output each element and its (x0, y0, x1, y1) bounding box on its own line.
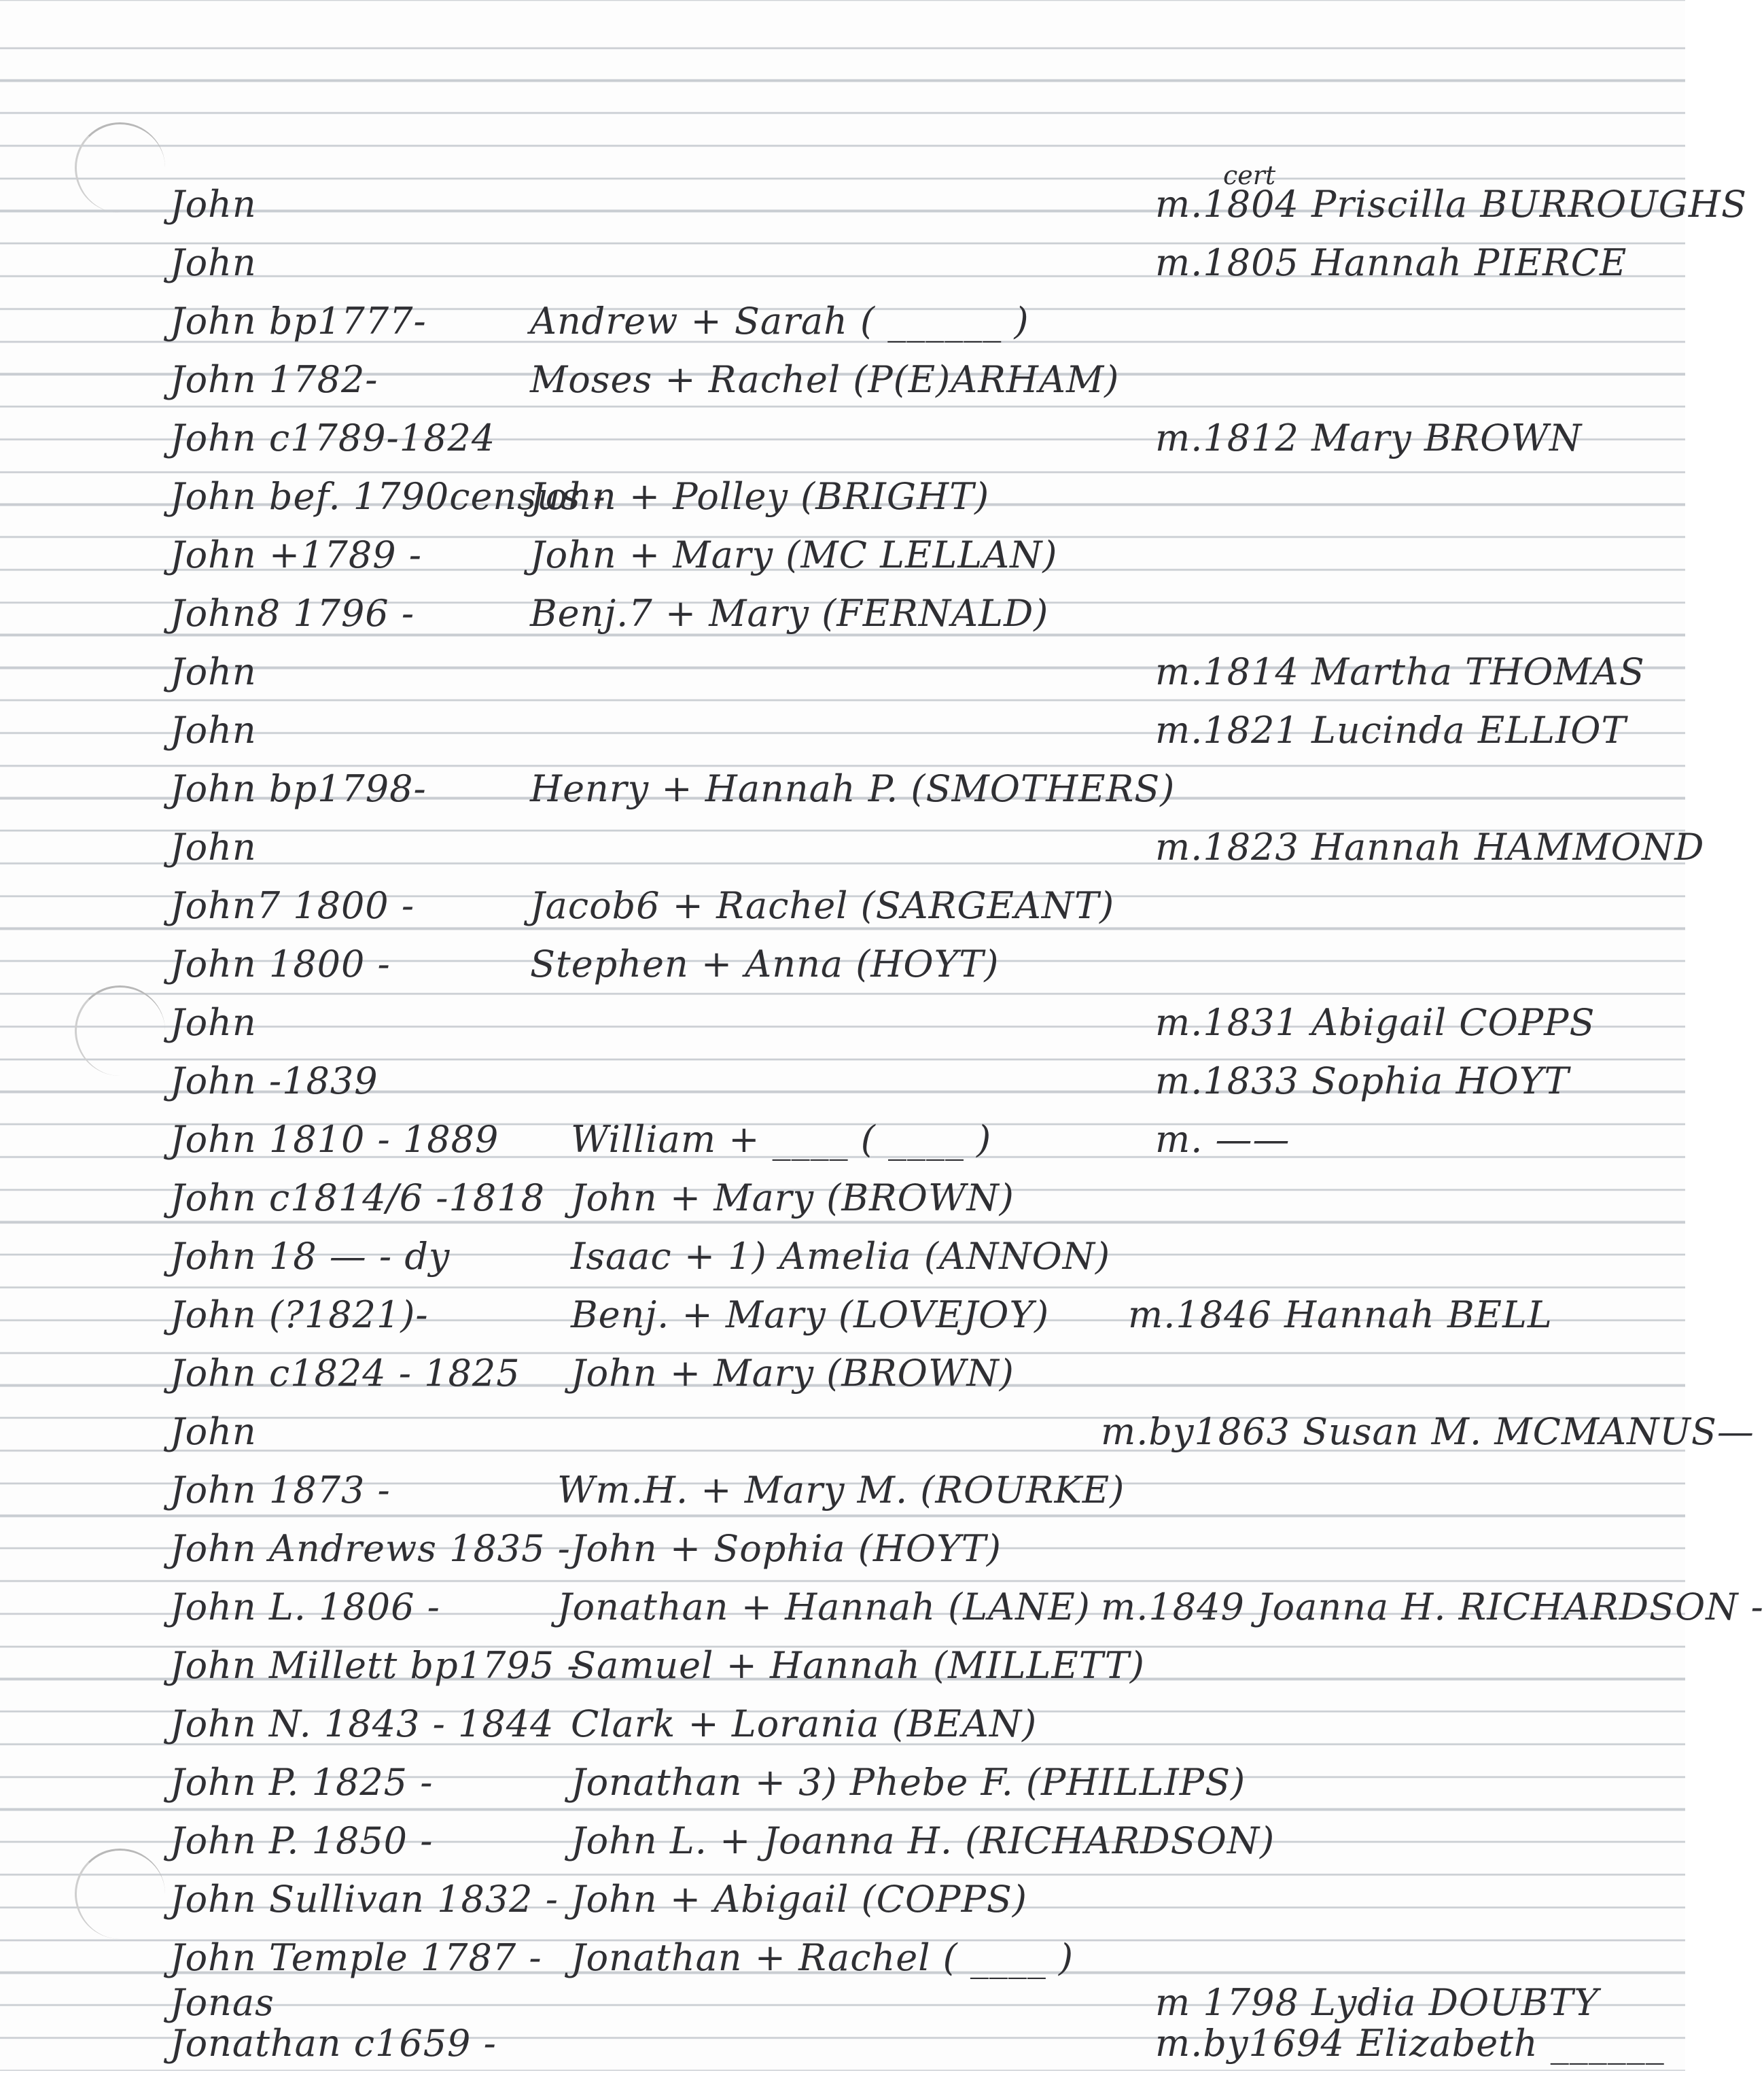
list-item (0, 299, 1685, 359)
list-item (0, 1760, 1685, 1820)
entry-parents: William + ____ ( ____ ) (571, 1118, 992, 1161)
entry-parents: John + Polley (BRIGHT) (530, 475, 990, 518)
entry-name: John 1782- (170, 358, 378, 401)
entry-parents: Samuel + Hannah (MILLETT) (571, 1644, 1145, 1687)
entry-name: John Sullivan 1832 - (170, 1878, 559, 1921)
entry-parents: John + Abigail (COPPS) (571, 1878, 1027, 1921)
list-item (0, 708, 1685, 768)
entry-name: John P. 1825 - (170, 1761, 434, 1804)
list-item (0, 1643, 1685, 1703)
entry-parents: John + Mary (BROWN) (571, 1352, 1015, 1395)
entry-marriage: m.1833 Sophia HOYT (1155, 1060, 1570, 1102)
entry-parents: Isaac + 1) Amelia (ANNON) (571, 1235, 1111, 1278)
entry-parents: Moses + Rachel (P(E)ARHAM) (530, 358, 1120, 401)
entry-name: John (170, 709, 257, 752)
entry-name: John Andrews 1835 - (170, 1527, 571, 1570)
list-item (0, 884, 1685, 943)
list-item (0, 942, 1685, 1002)
list-item (0, 533, 1685, 593)
list-item (0, 1702, 1685, 1762)
entry-marriage: m.1812 Mary BROWN (1155, 417, 1583, 459)
entry-name: John (170, 241, 257, 284)
entry-marriage: m.1846 Hannah BELL (1128, 1293, 1553, 1336)
list-item (0, 1293, 1685, 1352)
entry-name: John L. 1806 - (170, 1586, 440, 1628)
entry-name: John c1789-1824 (170, 417, 496, 459)
list-item (0, 1526, 1685, 1586)
entry-name: John bp1777- (170, 300, 427, 343)
entry-name: John c1824 - 1825 (170, 1352, 521, 1395)
entry-name: John c1814/6 -1818 (170, 1176, 545, 1219)
entry-marriage: m.1823 Hannah HAMMOND (1155, 826, 1705, 869)
entry-marriage: m.1821 Lucinda ELLIOT (1155, 709, 1627, 752)
entry-parents: Benj. + Mary (LOVEJOY) (571, 1293, 1050, 1336)
entry-name: Jonathan c1659 - (170, 2022, 497, 2065)
entry-parents: John L. + Joanna H. (RICHARDSON) (571, 1819, 1275, 1862)
entry-name: John bef. 1790census - (170, 475, 606, 518)
list-item (0, 2021, 1685, 2081)
list-item (0, 1234, 1685, 1294)
entry-name: John 18 — - dy (170, 1235, 451, 1278)
entry-name: John 1800 - (170, 943, 391, 985)
entry-parents: Jonathan + Rachel ( ____ ) (571, 1936, 1074, 1979)
entry-parents: Stephen + Anna (HOYT) (530, 943, 1000, 985)
entry-name: John (170, 183, 257, 226)
entry-name: John (170, 650, 257, 693)
list-item (0, 1819, 1685, 1878)
entry-name: John (170, 1001, 257, 1044)
entry-marriage: m.1814 Martha THOMAS (1155, 650, 1645, 693)
entry-name: John P. 1850 - (170, 1819, 434, 1862)
entry-marriage: m.by1863 Susan M. MCMANUS— (1101, 1410, 1754, 1453)
entry-name: John N. 1843 - 1844 (170, 1702, 554, 1745)
entry-parents: Clark + Lorania (BEAN) (571, 1702, 1038, 1745)
entry-name: John Millett bp1795 - (170, 1644, 580, 1687)
entry-name: John7 1800 - (170, 884, 415, 927)
entry-name: John 1873 - (170, 1469, 391, 1511)
entry-marriage: m. —— (1155, 1118, 1290, 1161)
entry-name: John -1839 (170, 1060, 378, 1102)
entry-parents: Jonathan + 3) Phebe F. (PHILLIPS) (571, 1761, 1246, 1804)
entry-parents: John + Sophia (HOYT) (571, 1527, 1002, 1570)
entry-name: John (?1821)- (170, 1293, 429, 1336)
list-item (0, 1351, 1685, 1411)
entry-name: John 1810 - 1889 (170, 1118, 499, 1161)
entry-marriage: m.1804 Priscilla BURROUGHS (1155, 183, 1748, 226)
list-item (0, 241, 1685, 300)
entry-parents: Benj.7 + Mary (FERNALD) (530, 592, 1049, 635)
entry-name: John (170, 1410, 257, 1453)
list-item (0, 825, 1705, 885)
entry-marriage: m.by1694 Elizabeth ______ (1155, 2022, 1665, 2065)
entry-name: John8 1796 - (170, 592, 415, 635)
entry-parents: Henry + Hannah P. (SMOTHERS) (530, 767, 1176, 810)
entry-name: Jonas (170, 1981, 275, 2024)
list-item (0, 1410, 1754, 1469)
list-item (0, 767, 1685, 826)
entry-parents: Wm.H. + Mary M. (ROURKE) (557, 1469, 1125, 1511)
entry-parents: John + Mary (BROWN) (571, 1176, 1015, 1219)
list-item (0, 1059, 1685, 1119)
entry-name: John (170, 826, 257, 869)
list-item (0, 182, 1748, 242)
list-item (0, 416, 1685, 476)
entry-parents: Andrew + Sarah ( ______ ) (530, 300, 1029, 343)
list-item (0, 591, 1685, 651)
list-item (0, 1000, 1685, 1060)
entry-parents: John + Mary (MC LELLAN) (530, 534, 1058, 576)
list-item (0, 474, 1685, 534)
list-item (0, 1117, 1685, 1177)
list-item (0, 1468, 1685, 1528)
entry-marriage: m.1805 Hannah PIERCE (1155, 241, 1627, 284)
cert-annotation: cert (1223, 160, 1276, 190)
list-item (0, 650, 1685, 710)
entry-parents: Jacob6 + Rachel (SARGEANT) (530, 884, 1115, 927)
entry-name: John Temple 1787 - (170, 1936, 542, 1979)
entry-marriage: m.1849 Joanna H. RICHARDSON - (1101, 1586, 1764, 1628)
entry-name: John bp1798- (170, 767, 427, 810)
list-item (0, 357, 1685, 417)
entry-marriage: m 1798 Lydia DOUBTY (1155, 1981, 1599, 2024)
entry-name: John +1789 - (170, 534, 422, 576)
list-item (0, 1877, 1685, 1937)
list-item (0, 1176, 1685, 1236)
entry-marriage: m.1831 Abigail COPPS (1155, 1001, 1595, 1044)
entry-parents: Jonathan + Hannah (LANE) (557, 1586, 1091, 1628)
list-item (0, 1585, 1764, 1645)
